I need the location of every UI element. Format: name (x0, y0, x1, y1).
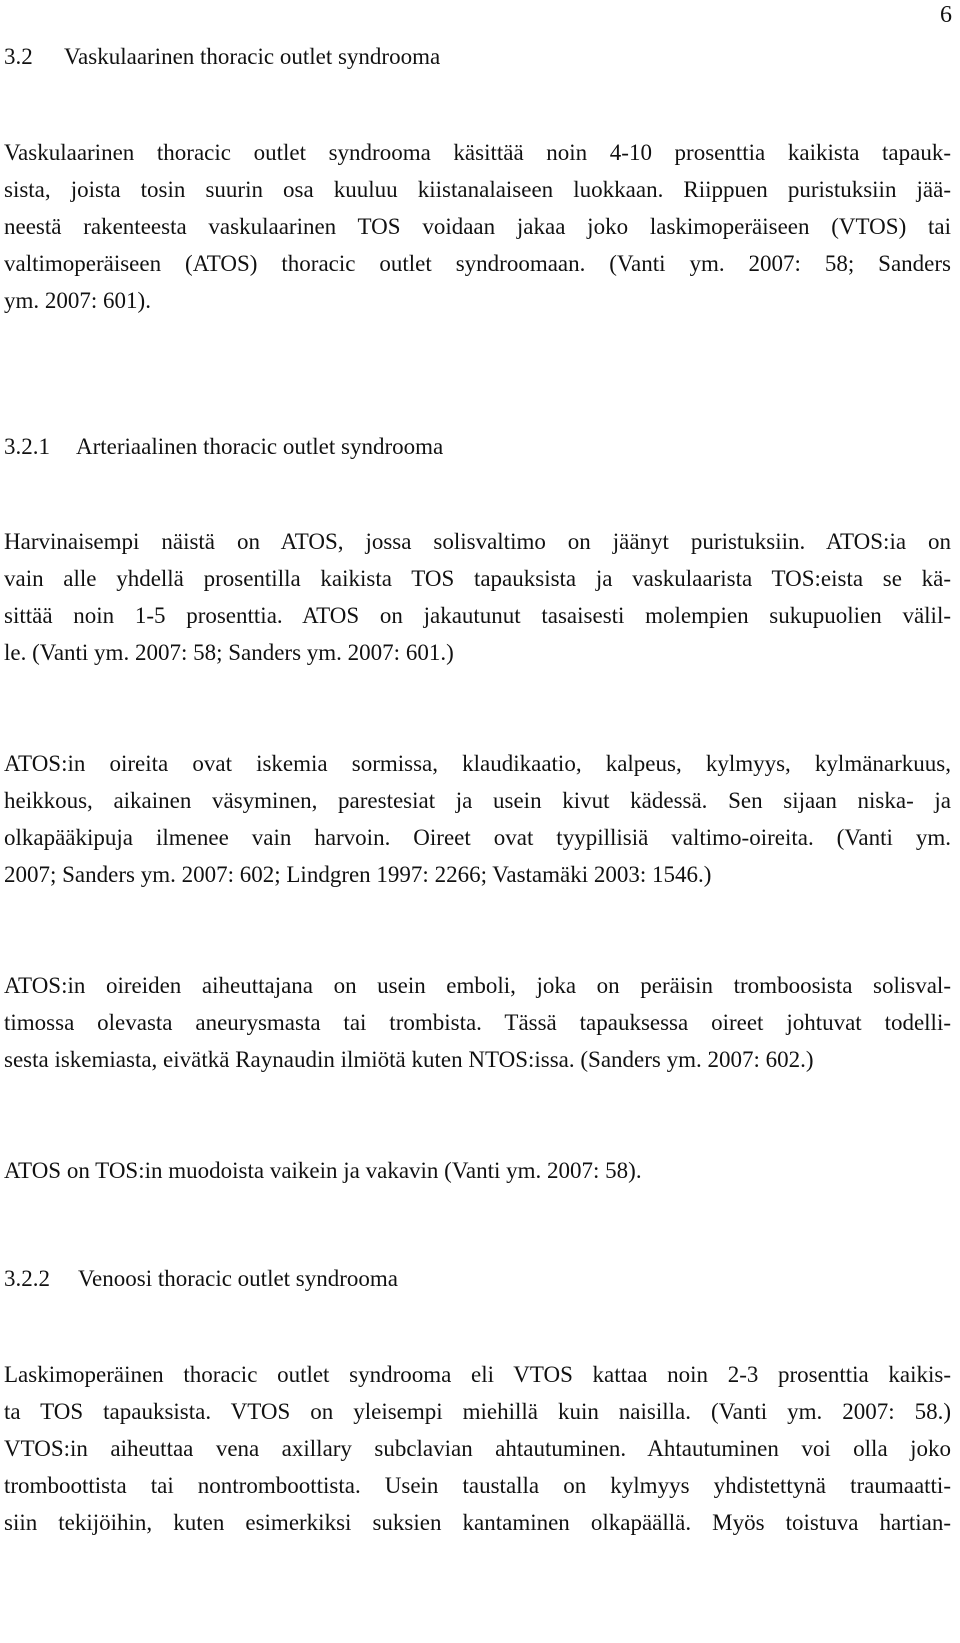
paragraph-3-2 (4, 134, 951, 319)
section-title: Vaskulaarinen thoracic outlet syndrooma (64, 44, 441, 69)
text-line: sesta iskemiasta, eivätkä Raynaudin ilmiötä kuten NTOS:issa. (Sanders ym. 2007: 602.) (4, 1047, 814, 1072)
text-line: 2007; Sanders ym. 2007: 602; Lindgren 1997: 2266; Vastamäki 2003: 1546.) (4, 862, 712, 887)
text-line: ym. 2007: 601). (4, 288, 151, 313)
paragraph-3-2-1-d (4, 1152, 951, 1189)
section-title: Arteriaalinen thoracic outlet syndrooma (76, 434, 444, 459)
text-line: neestä rakenteesta vaskulaarinen TOS voidaan jakaa joko laskimoperäiseen (VTOS) tai (4, 214, 951, 239)
text-line: tromboottista tai nontromboottista. Usein taustalla on kylmyys yhdistettynä traumaatti- (4, 1473, 951, 1498)
text-line: valtimoperäiseen (ATOS) thoracic outlet syndroomaan. (Vanti ym. 2007: 58; Sanders (4, 251, 951, 276)
section-number: 3.2 (4, 44, 33, 69)
text-line: VTOS:in aiheuttaa vena axillary subclavian ahtautuminen. Ahtautuminen voi olla joko (4, 1436, 951, 1461)
text-line: ATOS:in oireita ovat iskemia sormissa, klaudikaatio, kalpeus, kylmyys, kylmänarkuus, (4, 751, 951, 776)
section-number: 3.2.2 (4, 1266, 50, 1291)
text-line: Harvinaisempi näistä on ATOS, jossa solisvaltimo on jäänyt puristuksiin. ATOS:ia on (4, 529, 951, 554)
section-heading-3-2-1 (4, 432, 444, 462)
text-line: heikkous, aikainen väsyminen, parestesiat ja usein kivut kädessä. Sen sijaan niska- ja (4, 788, 951, 813)
section-title: Venoosi thoracic outlet syndrooma (78, 1266, 399, 1291)
section-heading-3-2 (4, 42, 441, 72)
text-line: timossa olevasta aneurysmasta tai trombista. Tässä tapauksessa oireet johtuvat todelli- (4, 1010, 951, 1035)
text-line: siin tekijöihin, kuten esimerkiksi suksien kantaminen olkapäällä. Myös toistuva hartian- (4, 1510, 951, 1535)
text-line: vain alle yhdellä prosentilla kaikista TOS tapauksista ja vaskulaarista TOS:eista se kä- (4, 566, 951, 591)
text-line: Laskimoperäinen thoracic outlet syndrooma eli VTOS kattaa noin 2-3 prosenttia kaikis- (4, 1362, 951, 1387)
text-line: olkapääkipuja ilmenee vain harvoin. Oireet ovat tyypillisiä valtimo-oireita. (Vanti ym. (4, 825, 951, 850)
section-number: 3.2.1 (4, 434, 50, 459)
text-line: sista, joista tosin suurin osa kuuluu kiistanalaiseen luokkaan. Riippuen puristuksiin jää- (4, 177, 951, 202)
text-line: sittää noin 1-5 prosenttia. ATOS on jakautunut tasaisesti molempien sukupuolien välil- (4, 603, 951, 628)
page-number: 6 (940, 2, 952, 28)
text-line: ATOS:in oireiden aiheuttajana on usein emboli, joka on peräisin tromboosista solisval- (4, 973, 951, 998)
text-line: ATOS on TOS:in muodoista vaikein ja vakavin (Vanti ym. 2007: 58). (4, 1158, 642, 1183)
paragraph-3-2-1-b (4, 745, 951, 893)
text-line: le. (Vanti ym. 2007: 58; Sanders ym. 2007: 601.) (4, 640, 454, 665)
section-heading-3-2-2 (4, 1264, 399, 1294)
text-line: ta TOS tapauksista. VTOS on yleisempi miehillä kuin naisilla. (Vanti ym. 2007: 58.) (4, 1399, 951, 1424)
paragraph-3-2-1-a (4, 523, 951, 671)
paragraph-3-2-1-c (4, 967, 951, 1078)
text-line: Vaskulaarinen thoracic outlet syndrooma käsittää noin 4-10 prosenttia kaikista tapauk- (4, 140, 951, 165)
paragraph-3-2-2 (4, 1356, 951, 1541)
